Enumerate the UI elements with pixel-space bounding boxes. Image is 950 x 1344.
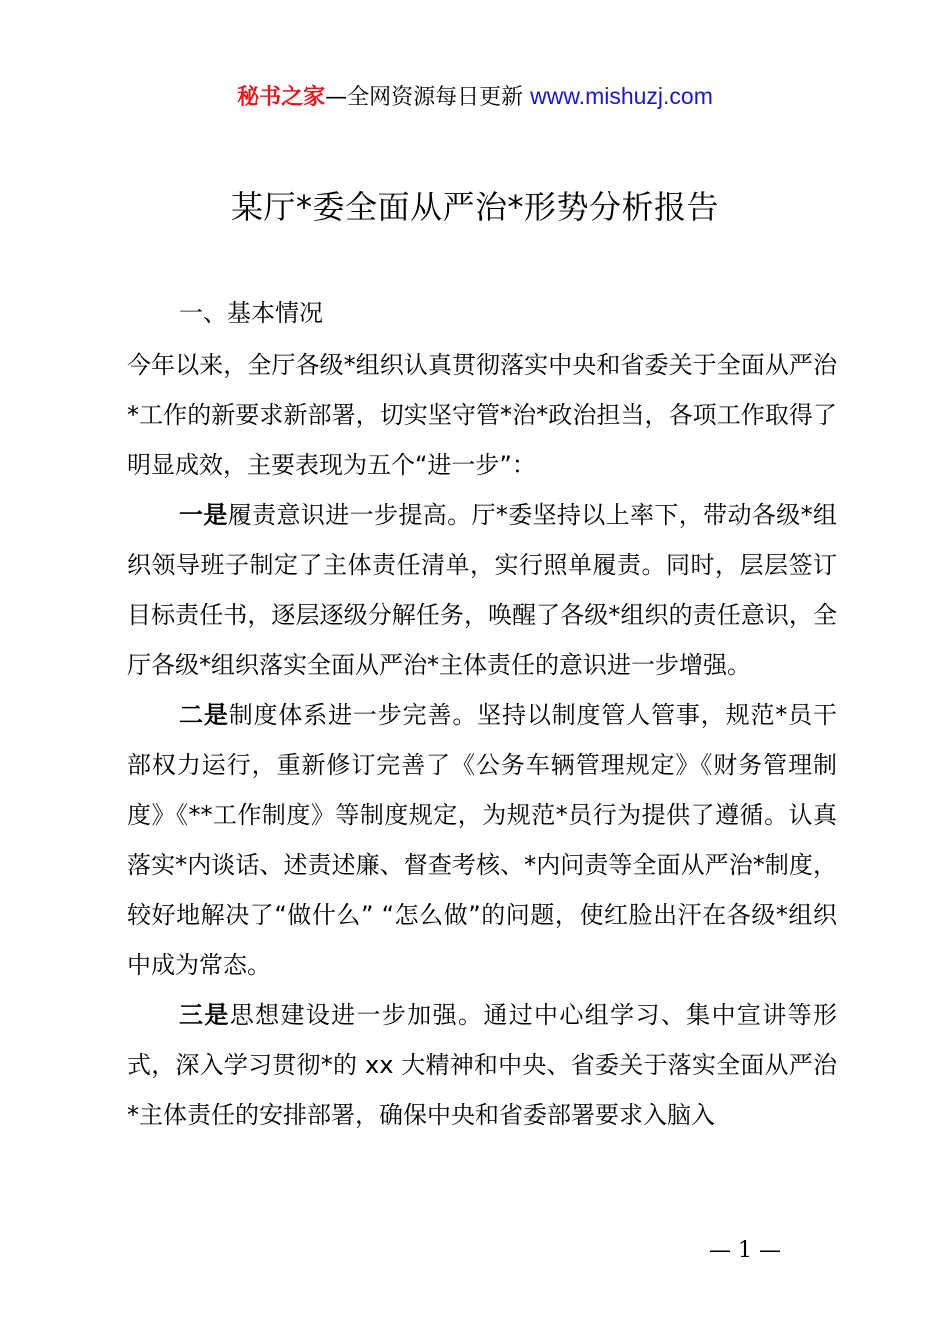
header-tagline: —全网资源每日更新	[325, 85, 531, 110]
paragraph-lead: 三是	[179, 1001, 230, 1029]
paragraph-text: 思想建设进一步加强。通过中心组学习、集中宣讲等形式，深入学习贯彻*的 xx 大精神和中央、省委关于落实全面从严治*主体责任的安排部署，确保中央和省委部署要求入脑入	[127, 1001, 838, 1129]
page-header	[0, 80, 950, 114]
section-heading: 一、基本情况	[179, 299, 323, 327]
paragraph-item-3	[127, 990, 837, 1140]
brand-name: 秘书之家	[237, 85, 326, 110]
paragraph-item-1	[127, 490, 837, 690]
paragraph-lead: 一是	[179, 501, 228, 529]
site-url-link[interactable]: www.mishuzj.com	[530, 83, 713, 109]
paragraph-text: 制度体系进一步完善。坚持以制度管人管事，规范*员干部权力运行，重新修订完善了《公务车辆管理规定》《财务管理制度》《**工作制度》等制度规定，为规范*员行为提供了遵循。认真落实*内谈话、述责述廉、督查考核、*内问责等全面从严治*制度，较好地解决了“做什么” “怎么做”的问题，使红脸出汗在各级*组织中成为常态。	[127, 701, 838, 979]
page-number: — 1 —	[709, 1238, 781, 1263]
intro-paragraph: 今年以来，全厅各级*组织认真贯彻落实中央和省委关于全面从严治*工作的新要求新部署，切实坚守管*治*政治担当，各项工作取得了明显成效，主要表现为五个“进一步”：	[127, 351, 837, 479]
paragraph-text: 履责意识进一步提高。厅*委坚持以上率下，带动各级*组织领导班子制定了主体责任清单，实行照单履责。同时，层层签订目标责任书，逐层逐级分解任务，唤醒了各级*组织的责任意识，全厅各级*组织落实全面从严治*主体责任的意识进一步增强。	[127, 501, 838, 679]
document-title: 某厅*委全面从严治*形势分析报告	[230, 188, 719, 226]
document-body	[127, 288, 837, 1140]
paragraph-item-2	[127, 690, 837, 990]
paragraph-lead: 二是	[179, 701, 229, 729]
